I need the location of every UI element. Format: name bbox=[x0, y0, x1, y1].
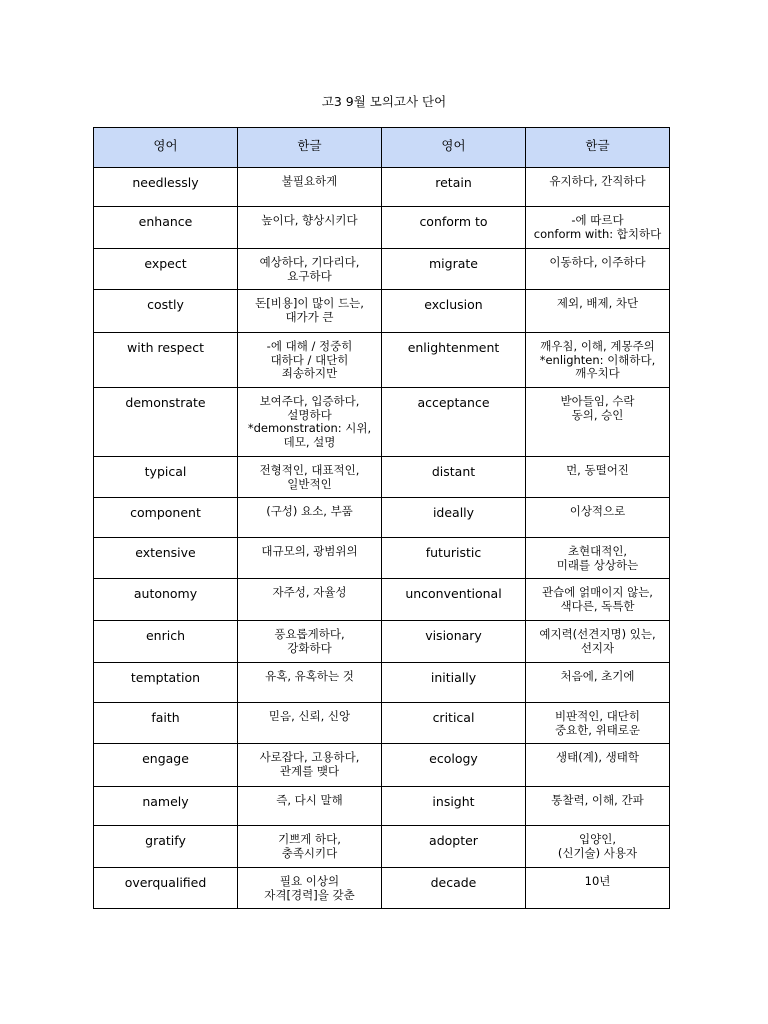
meaning-line: 돈[비용]이 많이 드는, bbox=[255, 296, 364, 310]
table-row bbox=[94, 703, 670, 744]
korean-meaning-cell bbox=[526, 388, 670, 457]
korean-meaning-cell bbox=[238, 787, 382, 826]
meaning-line: 입양인, bbox=[579, 832, 616, 846]
korean-meaning-cell bbox=[238, 868, 382, 909]
meaning-line: 불필요하게 bbox=[281, 174, 338, 188]
korean-meaning-cell bbox=[526, 826, 670, 868]
korean-meaning-cell bbox=[238, 207, 382, 249]
korean-meaning-cell bbox=[526, 457, 670, 498]
meaning-line: 관계를 맺다 bbox=[279, 763, 340, 778]
english-word-cell: conform to bbox=[382, 207, 526, 249]
korean-meaning-cell bbox=[238, 538, 382, 579]
meaning-line: 죄송하지만 bbox=[281, 366, 338, 380]
header-english-1: 영어 bbox=[94, 128, 238, 168]
table-row bbox=[94, 579, 670, 621]
meaning-line: 미래를 상상하는 bbox=[556, 557, 639, 572]
korean-meaning-cell bbox=[238, 249, 382, 290]
meaning-line: (신기술) 사용자 bbox=[557, 845, 638, 860]
english-word-cell: visionary bbox=[382, 621, 526, 663]
english-word-cell: with respect bbox=[94, 333, 238, 388]
meaning-line: 처음에, 초기에 bbox=[560, 669, 635, 683]
english-word-cell: adopter bbox=[382, 826, 526, 868]
table-row bbox=[94, 457, 670, 498]
table-row bbox=[94, 290, 670, 333]
english-word-cell: enhance bbox=[94, 207, 238, 249]
meaning-line: 충족시키다 bbox=[281, 845, 338, 860]
meaning-line: 유혹, 유혹하는 것 bbox=[265, 669, 354, 683]
meaning-line: 자격[경력]을 갖춘 bbox=[264, 887, 355, 902]
meaning-line: 초현대적인, bbox=[567, 544, 628, 558]
vocabulary-table bbox=[93, 127, 670, 909]
korean-meaning-cell bbox=[238, 703, 382, 744]
table-row bbox=[94, 868, 670, 909]
korean-meaning-cell bbox=[238, 579, 382, 621]
english-word-cell: overqualified bbox=[94, 868, 238, 909]
korean-meaning-cell bbox=[526, 621, 670, 663]
table-row bbox=[94, 207, 670, 249]
page-title: 고3 9월 모의고사 단어 bbox=[321, 94, 447, 109]
korean-meaning-cell bbox=[526, 787, 670, 826]
english-word-cell: expect bbox=[94, 249, 238, 290]
meaning-line: 먼, 동떨어진 bbox=[566, 463, 629, 477]
meaning-line: 대하다 / 대단히 bbox=[270, 352, 349, 367]
meaning-line: 깨우치다 bbox=[575, 366, 620, 380]
english-word-cell: insight bbox=[382, 787, 526, 826]
korean-meaning-cell bbox=[238, 388, 382, 457]
korean-meaning-cell bbox=[238, 826, 382, 868]
english-word-cell: enlightenment bbox=[382, 333, 526, 388]
korean-meaning-cell bbox=[526, 333, 670, 388]
meaning-line: 즉, 다시 말해 bbox=[276, 793, 343, 807]
meaning-line: 이동하다, 이주하다 bbox=[549, 255, 646, 269]
korean-meaning-cell bbox=[526, 498, 670, 538]
meaning-line: 사로잡다, 고용하다, bbox=[259, 750, 360, 764]
korean-meaning-cell bbox=[238, 744, 382, 787]
header-korean-2: 한글 bbox=[526, 128, 670, 168]
english-word-cell: acceptance bbox=[382, 388, 526, 457]
meaning-line: 색다른, 독특한 bbox=[560, 598, 635, 613]
korean-meaning-cell bbox=[526, 579, 670, 621]
meaning-line: 통찰력, 이해, 간파 bbox=[551, 793, 644, 807]
meaning-line: 동의, 승인 bbox=[571, 407, 624, 422]
meaning-line: 필요 이상의 bbox=[279, 874, 340, 888]
meaning-line: 보여주다, 입증하다, bbox=[259, 394, 360, 408]
table-row bbox=[94, 168, 670, 207]
table-row bbox=[94, 388, 670, 457]
meaning-line: *demonstration: 시위, bbox=[247, 421, 372, 435]
meaning-line: 기쁘게 하다, bbox=[278, 832, 341, 846]
header-row bbox=[94, 128, 670, 168]
table-row bbox=[94, 744, 670, 787]
meaning-line: -에 따르다 bbox=[571, 213, 624, 227]
meaning-line: conform with: 합치하다 bbox=[533, 226, 662, 241]
english-word-cell: enrich bbox=[94, 621, 238, 663]
meaning-line: 대규모의, 광범위의 bbox=[261, 544, 358, 558]
korean-meaning-cell bbox=[526, 703, 670, 744]
meaning-line: 받아들임, 수락 bbox=[560, 394, 635, 408]
table-row bbox=[94, 333, 670, 388]
english-word-cell: decade bbox=[382, 868, 526, 909]
korean-meaning-cell bbox=[526, 663, 670, 703]
korean-meaning-cell bbox=[238, 290, 382, 333]
english-word-cell: exclusion bbox=[382, 290, 526, 333]
meaning-line: 요구하다 bbox=[287, 268, 332, 283]
vocabulary-body bbox=[94, 168, 670, 909]
meaning-line: 설명하다 bbox=[287, 407, 332, 422]
meaning-line: 예지력(선견지명) 있는, bbox=[539, 627, 656, 641]
meaning-line: *enlighten: 이해하다, bbox=[539, 352, 656, 367]
meaning-line: 예상하다, 기다리다, bbox=[259, 255, 360, 269]
korean-meaning-cell bbox=[526, 290, 670, 333]
korean-meaning-cell bbox=[526, 744, 670, 787]
english-word-cell: gratify bbox=[94, 826, 238, 868]
english-word-cell: retain bbox=[382, 168, 526, 207]
meaning-line: 자주성, 자율성 bbox=[272, 585, 347, 599]
meaning-line: 유지하다, 간직하다 bbox=[549, 174, 646, 188]
english-word-cell: ecology bbox=[382, 744, 526, 787]
table-row bbox=[94, 826, 670, 868]
meaning-line: 선지자 bbox=[580, 640, 615, 655]
meaning-line: 관습에 얽매이지 않는, bbox=[542, 585, 653, 599]
meaning-line: -에 대해 / 정중히 bbox=[266, 339, 353, 353]
meaning-line: (구성) 요소, 부품 bbox=[266, 504, 353, 518]
korean-meaning-cell bbox=[238, 457, 382, 498]
english-word-cell: extensive bbox=[94, 538, 238, 579]
english-word-cell: migrate bbox=[382, 249, 526, 290]
table-row bbox=[94, 249, 670, 290]
meaning-line: 제외, 배제, 차단 bbox=[556, 296, 639, 310]
korean-meaning-cell bbox=[526, 538, 670, 579]
korean-meaning-cell bbox=[526, 168, 670, 207]
meaning-line: 믿음, 신뢰, 신앙 bbox=[268, 709, 351, 723]
korean-meaning-cell bbox=[238, 621, 382, 663]
english-word-cell: autonomy bbox=[94, 579, 238, 621]
korean-meaning-cell bbox=[526, 868, 670, 909]
table-row bbox=[94, 621, 670, 663]
meaning-line: 생태(계), 생태학 bbox=[556, 750, 639, 764]
english-word-cell: costly bbox=[94, 290, 238, 333]
table-row bbox=[94, 498, 670, 538]
english-word-cell: engage bbox=[94, 744, 238, 787]
header-korean-1: 한글 bbox=[238, 128, 382, 168]
meaning-line: 깨우침, 이해, 계몽주의 bbox=[540, 339, 655, 353]
english-word-cell: initially bbox=[382, 663, 526, 703]
english-word-cell: distant bbox=[382, 457, 526, 498]
korean-meaning-cell bbox=[238, 498, 382, 538]
english-word-cell: component bbox=[94, 498, 238, 538]
korean-meaning-cell bbox=[526, 249, 670, 290]
meaning-line: 대가가 큰 bbox=[285, 309, 334, 324]
english-word-cell: namely bbox=[94, 787, 238, 826]
english-word-cell: typical bbox=[94, 457, 238, 498]
english-word-cell: temptation bbox=[94, 663, 238, 703]
english-word-cell: unconventional bbox=[382, 579, 526, 621]
korean-meaning-cell bbox=[238, 168, 382, 207]
meaning-line: 비판적인, 대단히 bbox=[554, 709, 641, 723]
table-row bbox=[94, 538, 670, 579]
english-word-cell: futuristic bbox=[382, 538, 526, 579]
korean-meaning-cell bbox=[238, 333, 382, 388]
meaning-line: 높이다, 향상시키다 bbox=[261, 213, 358, 227]
meaning-line: 전형적인, 대표적인, bbox=[259, 463, 360, 477]
meaning-line: 이상적으로 bbox=[569, 504, 626, 518]
header-english-2: 영어 bbox=[382, 128, 526, 168]
meaning-line: 강화하다 bbox=[287, 640, 332, 655]
meaning-line: 10년 bbox=[584, 874, 611, 888]
english-word-cell: ideally bbox=[382, 498, 526, 538]
meaning-line: 데모, 설명 bbox=[283, 434, 336, 449]
korean-meaning-cell bbox=[526, 207, 670, 249]
english-word-cell: demonstrate bbox=[94, 388, 238, 457]
table-row bbox=[94, 663, 670, 703]
korean-meaning-cell bbox=[238, 663, 382, 703]
meaning-line: 풍요롭게하다, bbox=[274, 627, 345, 641]
meaning-line: 중요한, 위태로운 bbox=[554, 722, 641, 737]
table-row bbox=[94, 787, 670, 826]
english-word-cell: critical bbox=[382, 703, 526, 744]
meaning-line: 일반적인 bbox=[287, 476, 332, 491]
english-word-cell: needlessly bbox=[94, 168, 238, 207]
english-word-cell: faith bbox=[94, 703, 238, 744]
